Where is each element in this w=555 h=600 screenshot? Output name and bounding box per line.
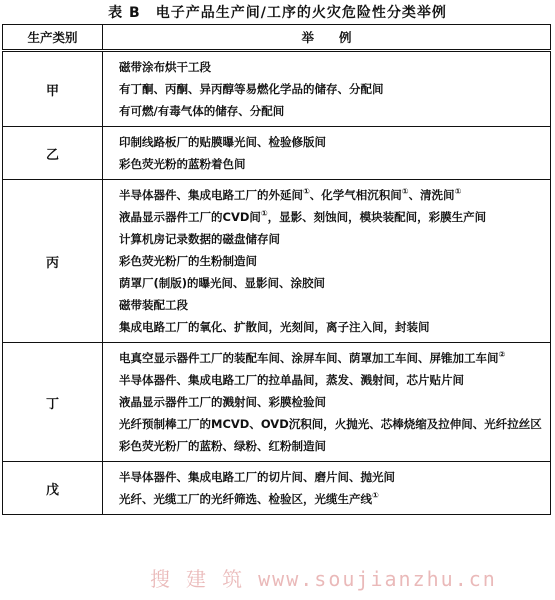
example-item: 光纤、光缆工厂的光纤筛选、检验区，光缆生产线① [119, 491, 379, 506]
watermark: 搜 建 筑 www.soujianzhu.cn [150, 567, 497, 591]
example-item: 印制线路板厂的贴膜曝光间、检验修版间 [119, 135, 326, 149]
example-item: 半导体器件、集成电路工厂的拉单晶间，蒸发、溅射间，芯片贴片间 [119, 373, 464, 387]
classification-table [2, 24, 551, 515]
examples-cell [103, 180, 551, 343]
examples-cell [103, 51, 551, 127]
example-item: 有丁酮、丙酮、异丙醇等易燃化学品的储存、分配间 [119, 82, 384, 96]
header-category: 生产类别 [3, 25, 103, 51]
example-item: 荫罩厂(制版)的曝光间、显影间、涂胶间 [119, 276, 326, 290]
example-item: 有可燃/有毒气体的储存、分配间 [119, 104, 285, 118]
examples-cell [103, 343, 551, 462]
category-cell: 甲 [3, 51, 103, 127]
examples-cell [103, 462, 551, 515]
example-item: 集成电路工厂的氧化、扩散间，光刻间，离子注入间，封装间 [119, 320, 430, 334]
examples-cell [103, 127, 551, 180]
example-item: 磁带装配工段 [119, 298, 188, 312]
category-cell: 丙 [3, 180, 103, 343]
table-body [3, 51, 551, 515]
header-examples: 举 例 [103, 25, 551, 51]
example-item: 光纤预制棒工厂的MCVD、OVD沉积间，火抛光、芯棒烧缩及拉伸间、光纤拉丝区 [119, 417, 542, 431]
category-cell: 戊 [3, 462, 103, 515]
table-row [3, 51, 551, 127]
example-item: 彩色荧光粉厂的生粉制造间 [119, 254, 257, 268]
example-item: 半导体器件、集成电路工厂的切片间、磨片间、抛光间 [119, 470, 395, 484]
category-cell: 丁 [3, 343, 103, 462]
example-item: 彩色荧光粉厂的蓝粉、绿粉、红粉制造间 [119, 439, 326, 453]
table-row [3, 462, 551, 515]
example-item: 计算机房记录数据的磁盘储存间 [119, 232, 280, 246]
example-item: 彩色荧光粉的蓝粉着色间 [119, 157, 246, 171]
category-cell: 乙 [3, 127, 103, 180]
example-item: 液晶显示器件工厂的CVD间①，显影、刻蚀间，模块装配间，彩膜生产间 [119, 209, 487, 224]
table-row [3, 343, 551, 462]
table-row [3, 180, 551, 343]
example-item: 电真空显示器件工厂的装配车间、涂屏车间、荫罩加工车间、屏锥加工车间② [119, 350, 506, 365]
header-row [3, 25, 551, 51]
example-item: 磁带涂布烘干工段 [119, 60, 211, 74]
table-row [3, 127, 551, 180]
example-item: 半导体器件、集成电路工厂的外延间①、化学气相沉积间①、清洗间① [119, 187, 462, 202]
example-item: 液晶显示器件工厂的溅射间、彩膜检验间 [119, 395, 326, 409]
table-title: 表 B 电子产品生产间/工序的火灾危险性分类举例 [108, 5, 447, 21]
